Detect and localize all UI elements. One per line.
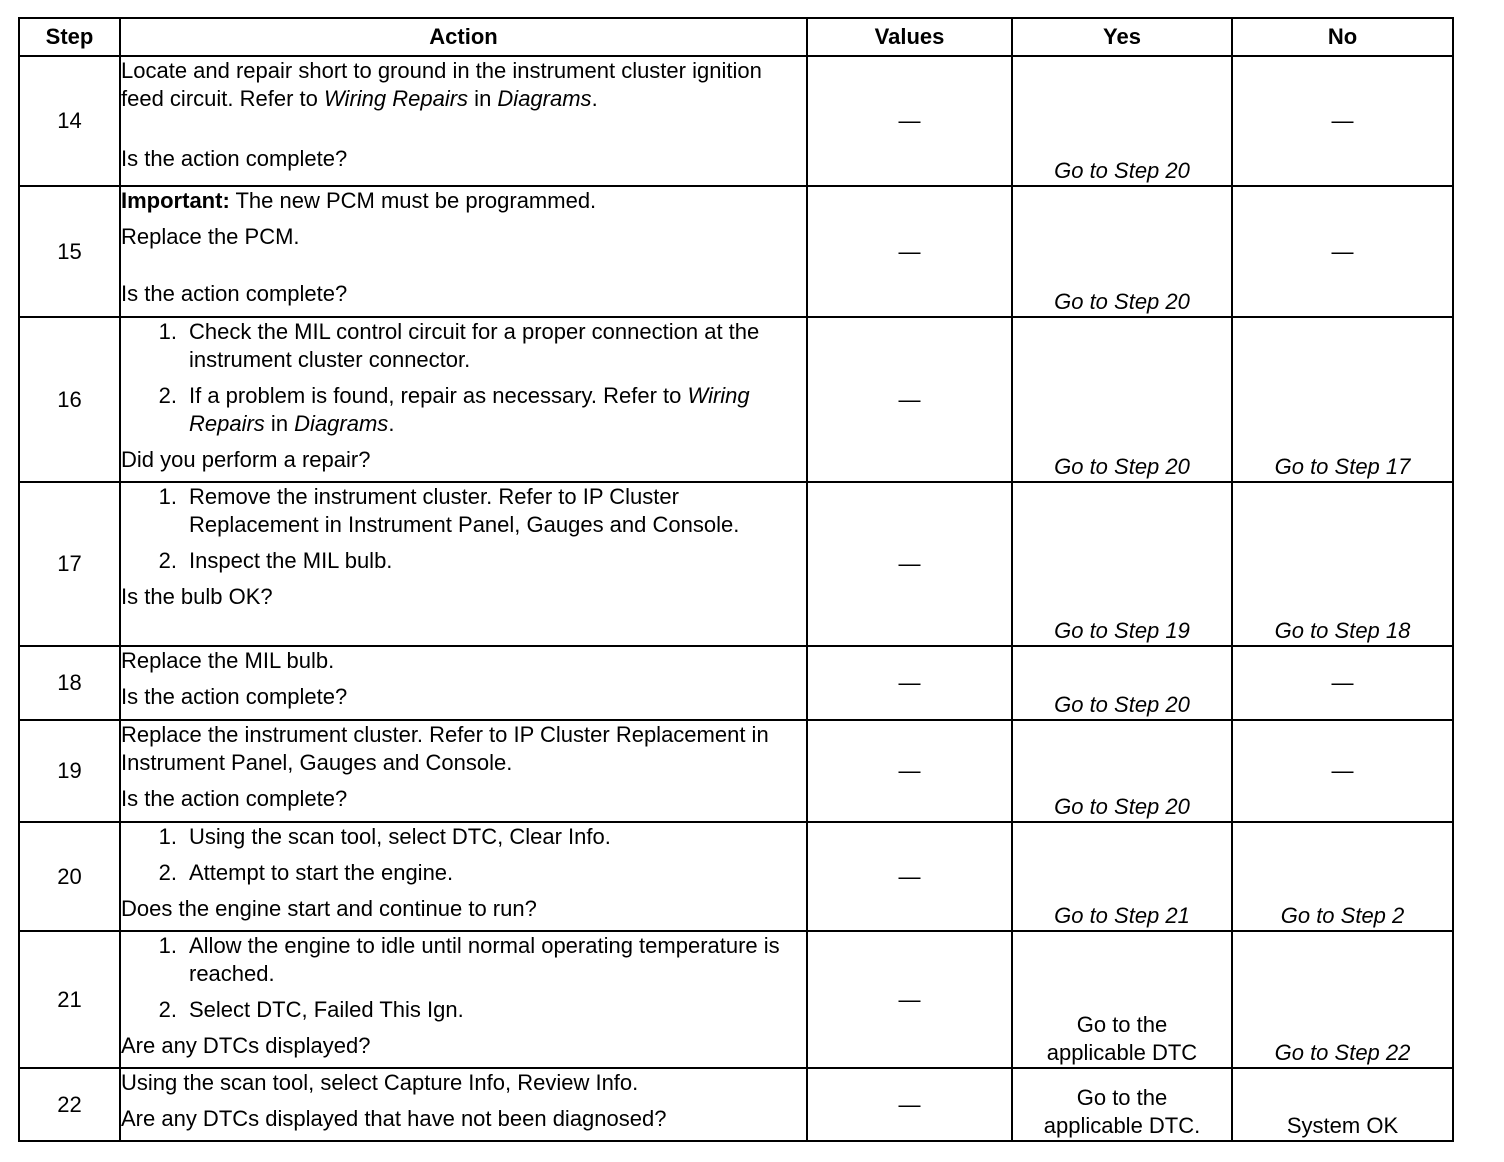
substep-list (121, 932, 806, 1024)
action-cell (120, 56, 807, 186)
action-cell (120, 186, 807, 317)
action-question: Is the action complete? (121, 281, 348, 306)
step-number: 19 (19, 720, 120, 822)
yes-cell: Go to the applicable DTC (1012, 931, 1232, 1068)
diagnostic-table (18, 17, 1454, 1142)
action-text: Using the scan tool, select Capture Info, Review Info. (121, 1070, 639, 1095)
header-values: Values (807, 18, 1012, 56)
step-number: 18 (19, 646, 120, 720)
action-text: Locate and repair short to ground in the instrument cluster ignition feed circuit. Refer to Wiring Repairs in Diagrams. (121, 58, 762, 111)
no-cell: — (1232, 646, 1453, 720)
no-cell: Go to Step 18 (1232, 482, 1453, 646)
values-cell: — (807, 931, 1012, 1068)
step-number: 17 (19, 482, 120, 646)
no-cell: Go to Step 17 (1232, 317, 1453, 482)
substep-item: 1. Remove the instrument cluster. Refer to IP Cluster Replacement in Instrument Panel, Gauges and Console. (158, 484, 740, 537)
substep-list (121, 318, 806, 438)
table-row (19, 56, 1453, 186)
action-text: Replace the MIL bulb. (121, 648, 335, 673)
no-cell: System OK (1232, 1068, 1453, 1141)
substep-list (121, 483, 806, 575)
no-cell: — (1232, 720, 1453, 822)
action-question: Did you perform a repair? (121, 447, 371, 472)
action-cell (120, 720, 807, 822)
table-row (19, 931, 1453, 1068)
values-cell: — (807, 720, 1012, 822)
header-no: No (1232, 18, 1453, 56)
action-question: Is the action complete? (121, 786, 348, 811)
table-row (19, 1068, 1453, 1141)
substep-item: 2. Inspect the MIL bulb. (158, 548, 393, 573)
substep-item: 1. Using the scan tool, select DTC, Clear Info. (158, 824, 611, 849)
action-cell (120, 931, 807, 1068)
values-cell: — (807, 56, 1012, 186)
step-number: 15 (19, 186, 120, 317)
table-row (19, 482, 1453, 646)
action-cell (120, 317, 807, 482)
step-number: 21 (19, 931, 120, 1068)
yes-cell: Go to Step 20 (1012, 720, 1232, 822)
yes-cell: Go to Step 20 (1012, 317, 1232, 482)
yes-cell: Go to Step 20 (1012, 56, 1232, 186)
substep-item: 2. Attempt to start the engine. (158, 860, 454, 885)
values-cell: — (807, 1068, 1012, 1141)
step-number: 16 (19, 317, 120, 482)
table-row (19, 646, 1453, 720)
action-question: Are any DTCs displayed? (121, 1033, 371, 1058)
substep-item: 2. If a problem is found, repair as necessary. Refer to Wiring Repairs in Diagrams. (158, 383, 750, 436)
substep-item: 1. Check the MIL control circuit for a proper connection at the instrument cluster connector. (158, 319, 760, 372)
action-question: Is the action complete? (121, 146, 348, 171)
table-row (19, 720, 1453, 822)
header-yes: Yes (1012, 18, 1232, 56)
header-action: Action (120, 18, 807, 56)
yes-cell: Go to Step 19 (1012, 482, 1232, 646)
no-cell: Go to Step 22 (1232, 931, 1453, 1068)
yes-cell: Go to Step 20 (1012, 646, 1232, 720)
header-step: Step (19, 18, 120, 56)
substep-item: 2. Select DTC, Failed This Ign. (158, 997, 464, 1022)
action-question: Is the action complete? (121, 684, 348, 709)
yes-cell: Go to Step 21 (1012, 822, 1232, 931)
header-row (19, 18, 1453, 56)
table-row (19, 822, 1453, 931)
step-number: 22 (19, 1068, 120, 1141)
substep-list (121, 823, 806, 887)
yes-cell: Go to Step 20 (1012, 186, 1232, 317)
values-cell: — (807, 317, 1012, 482)
action-cell (120, 822, 807, 931)
values-cell: — (807, 646, 1012, 720)
table-row (19, 186, 1453, 317)
action-question: Are any DTCs displayed that have not been diagnosed? (121, 1106, 667, 1131)
values-cell: — (807, 822, 1012, 931)
substep-item: 1. Allow the engine to idle until normal operating temperature is reached. (158, 933, 780, 986)
step-number: 20 (19, 822, 120, 931)
table-row (19, 317, 1453, 482)
action-question: Does the engine start and continue to run? (121, 896, 537, 921)
action-cell (120, 646, 807, 720)
action-question: Is the bulb OK? (121, 584, 273, 609)
no-cell: Go to Step 2 (1232, 822, 1453, 931)
values-cell: — (807, 186, 1012, 317)
action-cell (120, 482, 807, 646)
action-text: Replace the PCM. (121, 224, 300, 249)
yes-cell: Go to the applicable DTC. (1012, 1068, 1232, 1141)
values-cell: — (807, 482, 1012, 646)
important-note: Important: The new PCM must be programmed. (121, 188, 597, 213)
action-cell (120, 1068, 807, 1141)
no-cell: — (1232, 186, 1453, 317)
action-text: Replace the instrument cluster. Refer to IP Cluster Replacement in Instrument Panel, Gauges and Console. (121, 722, 769, 775)
step-number: 14 (19, 56, 120, 186)
no-cell: — (1232, 56, 1453, 186)
